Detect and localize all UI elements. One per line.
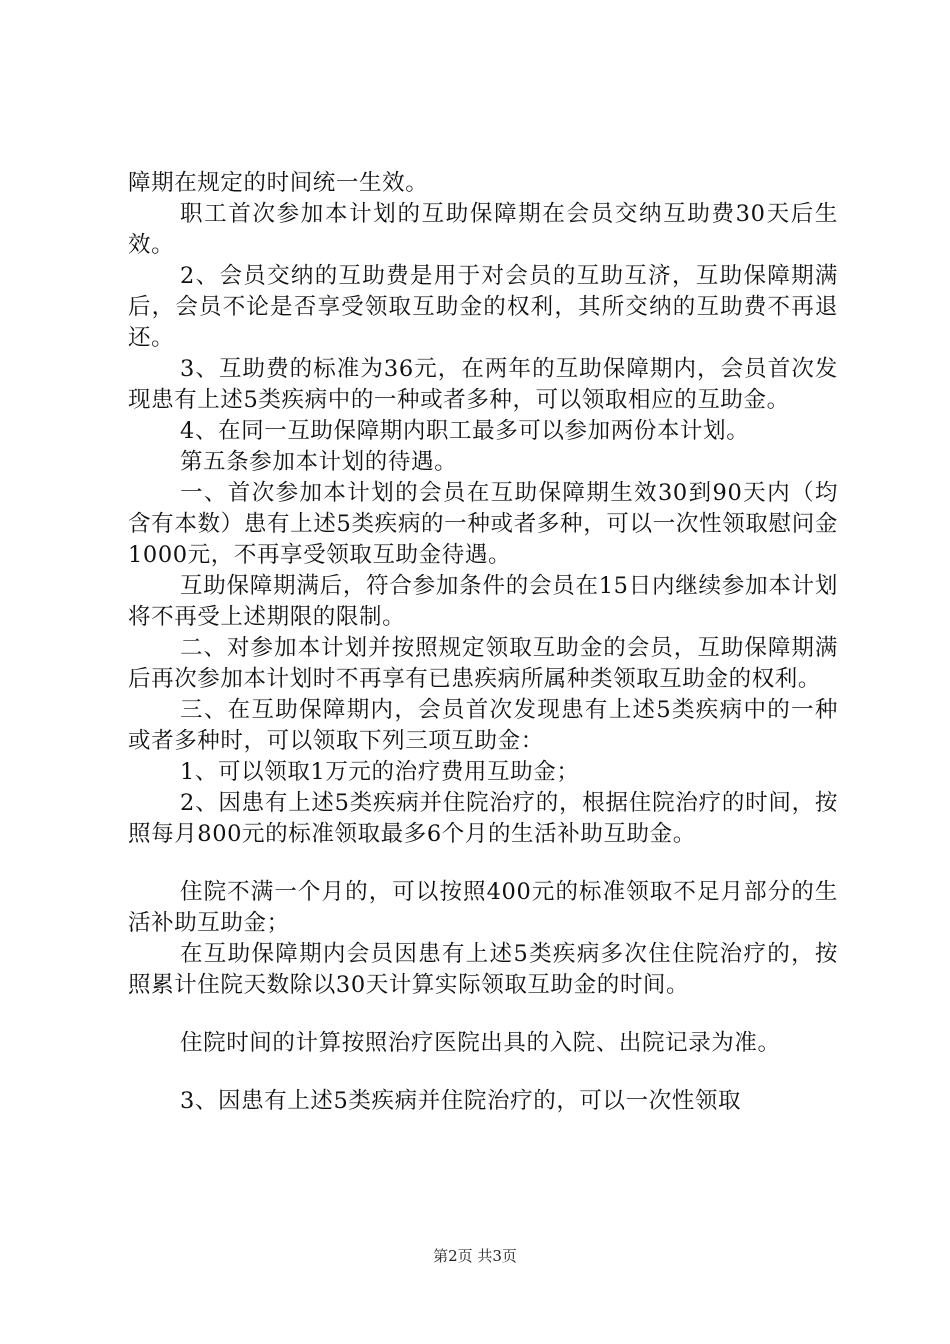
- page-number-footer: 第2页 共3页: [433, 1247, 517, 1265]
- paragraph-fee-standard: 3、互助费的标准为36元，在两年的互助保障期内，会员首次发现患有上述5类疾病中的一种或者多种，可以领取相应的互助金。: [128, 356, 838, 413]
- document-body: [128, 168, 838, 1117]
- paragraph-stay-calculation: 住院时间的计算按照治疗医院出具的入院、出院记录为准。: [180, 1030, 781, 1056]
- paragraph-fee-nonrefundable: 2、会员交纳的互助费是用于对会员的互助互济，互助保障期满后，会员不论是否享受领取互助金的权利，其所交纳的互助费不再退还。: [128, 263, 838, 351]
- paragraph-item-two: 二、对参加本计划并按照规定领取互助金的会员，互助保障期满后再次参加本计划时不再享有已患疾病所属种类领取互助金的权利。: [128, 635, 838, 692]
- paragraph-continuation: 障期在规定的时间统一生效。: [128, 170, 429, 196]
- paragraph-partial-month: 住院不满一个月的，可以按照400元的标准领取不足月部分的生活补助互助金；: [128, 879, 838, 936]
- paragraph-effective-date: 职工首次参加本计划的互助保障期在会员交纳互助费30天后生效。: [128, 201, 838, 258]
- paragraph-max-shares: 4、在同一互助保障期内职工最多可以参加两份本计划。: [180, 418, 750, 444]
- paragraph-benefit-three: 3、因患有上述5类疾病并住院治疗的，可以一次性领取: [180, 1088, 742, 1114]
- paragraph-renewal: 互助保障期满后，符合参加条件的会员在15日内继续参加本计划将不再受上述期限的限制。: [128, 573, 838, 630]
- paragraph-benefit-two: 2、因患有上述5类疾病并住院治疗的，根据住院治疗的时间，按照每月800元的标准领取最多6个月的生活补助互助金。: [128, 790, 838, 847]
- article-five-heading: 第五条参加本计划的待遇。: [180, 449, 458, 475]
- paragraph-item-one: 一、首次参加本计划的会员在互助保障期生效30到90天内（均含有本数）患有上述5类疾病的一种或者多种，可以一次性领取慰问金1000元，不再享受领取互助金待遇。: [128, 480, 838, 568]
- paragraph-item-three: 三、在互助保障期内，会员首次发现患有上述5类疾病中的一种或者多种时，可以领取下列三项互助金：: [128, 697, 838, 754]
- paragraph-benefit-one: 1、可以领取1万元的治疗费用互助金；: [180, 759, 580, 785]
- paragraph-multiple-stays: 在互助保障期内会员因患有上述5类疾病多次住住院治疗的，按照累计住院天数除以30天计算实际领取互助金的时间。: [128, 941, 838, 998]
